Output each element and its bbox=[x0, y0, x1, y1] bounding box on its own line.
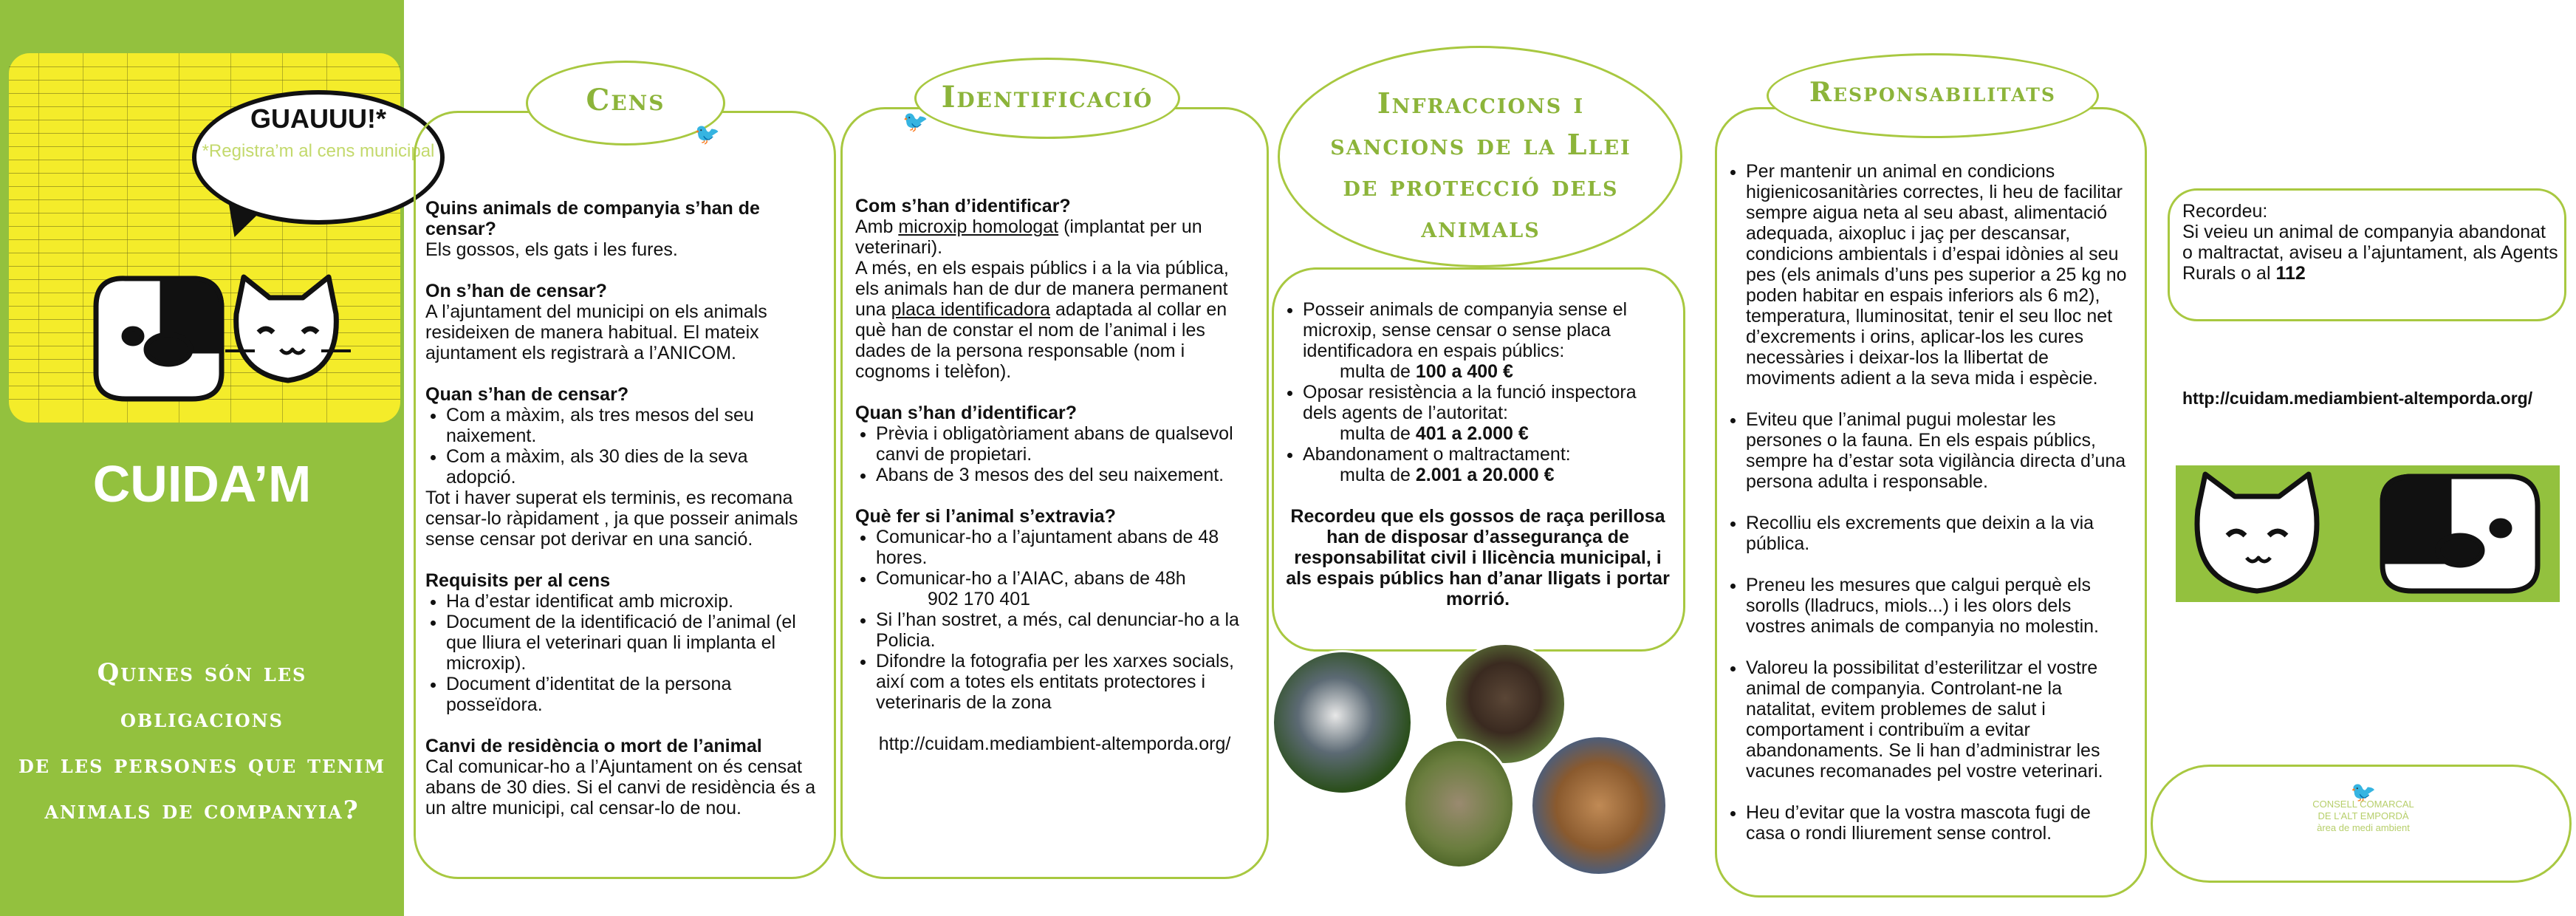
back-url[interactable]: http://cuidam.mediambient-altemporda.org/ bbox=[2182, 389, 2533, 408]
responsabilitats-content bbox=[1725, 161, 2133, 844]
emergency-number: 112 bbox=[2275, 263, 2306, 284]
list-item: • Prèvia i obligatòriament abans de qualsevol canvi de propietari. bbox=[876, 423, 1254, 465]
fine-amount: 2.001 a 20.000 € bbox=[1415, 465, 1555, 485]
list-item: • Document de la identificació de l’animal (el que lliura el veterinari quan li implanta el microxip). bbox=[446, 612, 817, 674]
cens-q5-title: Canvi de residència o mort de l’animal bbox=[425, 736, 762, 756]
cens-q4-title: Requisits per al cens bbox=[425, 570, 611, 591]
identificacio-content bbox=[855, 196, 1254, 754]
list-item: • Difondre la fotografia per les xarxes socials, així com a totes els entitats protectores i veterinaris de la zona bbox=[876, 651, 1254, 713]
text-fragment: multa de bbox=[1340, 423, 1416, 444]
list-item: • Recolliu els excrements que deixin a la via pública. bbox=[1746, 513, 2133, 554]
cens-q1-text: Els gossos, els gats i les fures. bbox=[425, 239, 678, 260]
text-fragment: A més, en els espais públics i a la via pública, els animals han de dur de manera permanent una bbox=[855, 258, 1229, 320]
form-grid-line bbox=[9, 226, 400, 227]
ident-q2-title: Quan s’han d’identificar? bbox=[855, 403, 1078, 423]
list-item: • Eviteu que l’animal pugui molestar les persones o la fauna. En els espais públics, sempre ha d’estar sota vigilància directa d’una persona adulta i responsable. bbox=[1746, 409, 2133, 492]
bird-icon: 🐦 bbox=[694, 123, 720, 146]
list-item: • Si l’han sostret, a més, cal denunciar-ho a la Policia. bbox=[876, 609, 1254, 651]
cens-q2-title: On s’han de censar? bbox=[425, 281, 607, 301]
ident-q3-title: Què fer si l’animal s’extravia? bbox=[855, 506, 1116, 527]
list-item bbox=[1303, 299, 1674, 382]
fine-amount: 100 a 400 € bbox=[1415, 361, 1513, 382]
ident-q1-text bbox=[855, 216, 1254, 258]
remember-text bbox=[2182, 222, 2559, 284]
ident-q1-text2 bbox=[855, 258, 1254, 382]
kitten-photo bbox=[1403, 739, 1515, 869]
list-item: • Per mantenir un animal en condicions higienicosanitàries correctes, li heu de facilitar sempre aigua neta al seu abast, alimentació adequada, aixopluc i jaç per descansar, condicions ambientals i d’espai idònies al seu pes (els animals d’uns pes superior a 25 kg no poden habitar en espais inferiors als 6 m2), temperatura, lluminositat, tenir el seu lloc net d’excrements i orins, aplicar-los les cures necessàries i deixar-los la llibertat de moviments adient a la seva mida i espècie. bbox=[1746, 161, 2133, 389]
list-item: • Com a màxim, als tres mesos del seu naixement. bbox=[446, 405, 817, 446]
text-fragment: Comunicar-ho a l’AIAC, abans de 48h bbox=[876, 568, 1186, 589]
form-grid-line bbox=[38, 53, 39, 423]
list-item: • Document d’identitat de la persona posseïdora. bbox=[446, 674, 817, 715]
placa-term: placa identificadora bbox=[891, 299, 1051, 320]
list-item: • Preneu les mesures que calgui perquè els sorolls (lladrucs, miols...) i les olors dels vostres animals de companyia no molestin. bbox=[1746, 575, 2133, 637]
text-fragment: Abandonament o maltractament: bbox=[1303, 444, 1571, 465]
logo-line: DE L’ALT EMPORDÀ bbox=[2318, 810, 2409, 821]
logo-line: CONSELL COMARCAL bbox=[2312, 799, 2414, 810]
list-item bbox=[1303, 382, 1674, 444]
bird-icon: 🐦 bbox=[2350, 781, 2377, 804]
text-fragment: Posseir animals de companyia sense el microxip, sense censar o sense placa identificadora en espais públics: bbox=[1303, 299, 1628, 361]
text-fragment: multa de bbox=[1340, 361, 1416, 382]
text-fragment: Si veieu un animal de companyia abandonat o maltractat, aviseu a l’ajuntament, als Agents Rurals o al bbox=[2182, 222, 2558, 284]
cover-title: CUIDA’M bbox=[92, 455, 312, 513]
cens-q3-text: Tot i haver superat els terminis, es recomana censar-lo ràpidament , ja que posseir animals sense censar pot derivar en una sanció. bbox=[425, 488, 798, 550]
cens-q3-title: Quan s’han de censar? bbox=[425, 384, 629, 405]
dog-cat-cartoon-icon bbox=[81, 262, 362, 410]
microxip-term: microxip homologat bbox=[898, 216, 1059, 237]
text-fragment: Amb bbox=[855, 216, 899, 237]
text-fragment: multa de bbox=[1340, 465, 1416, 485]
puppy-photo bbox=[1530, 735, 1668, 876]
identificacio-heading: Identificació bbox=[941, 80, 1154, 115]
aiac-phone: 902 170 401 bbox=[928, 589, 1031, 609]
form-grid-line bbox=[9, 66, 400, 67]
dog-photo bbox=[1272, 650, 1413, 795]
speech-bubble-text: *Registra’m al cens municipal bbox=[202, 141, 435, 161]
text-fragment: adaptada al collar en què han de constar el nom de l’animal i les dades de la persona responsable (nom i cognoms i telèfon). bbox=[855, 299, 1227, 382]
cens-q5-text: Cal comunicar-ho a l’Ajuntament on és censat abans de 30 dies. Si el canvi de residència és a un altre municipi, cal censar-lo de nou. bbox=[425, 756, 816, 818]
cover-panel bbox=[0, 0, 435, 916]
bird-icon: 🐦 bbox=[902, 110, 928, 133]
list-item: • Heu d’evitar que la vostra mascota fugi de casa o rondi lliurement sense control. bbox=[1746, 802, 2133, 844]
cens-heading: Cens bbox=[586, 83, 665, 117]
council-logo bbox=[2253, 781, 2474, 834]
cens-content bbox=[425, 198, 817, 818]
list-item: • Ha d’estar identificat amb microxip. bbox=[446, 591, 817, 612]
infraccions-heading: Infraccions i sancions de la Llei de protecció dels animals bbox=[1330, 86, 1631, 244]
list-item: • Abans de 3 mesos des del seu naixement. bbox=[876, 465, 1254, 485]
list-item: • Comunicar-ho a l’ajuntament abans de 48 hores. bbox=[876, 527, 1254, 568]
cat-dog-icon bbox=[2176, 465, 2560, 602]
infraccions-content bbox=[1282, 299, 1674, 609]
cover-question: Quines són les obligacions de les persones que tenim animals de companyia? bbox=[18, 658, 386, 825]
list-item bbox=[1303, 444, 1674, 485]
ident-q1-title: Com s’han d’identificar? bbox=[855, 196, 1071, 216]
form-grid-line bbox=[9, 239, 400, 240]
speech-bubble-title: GUAUUU!* bbox=[250, 103, 386, 134]
remember-box bbox=[2182, 201, 2559, 284]
logo-line: àrea de medi ambient bbox=[2317, 822, 2410, 833]
text-fragment: (implantat per un veterinari). bbox=[855, 216, 1202, 258]
cens-q2-text: A l’ajuntament del municipi on els animals resideixen de manera habitual. El mateix ajuntament els registrarà a l’ANICOM. bbox=[425, 301, 767, 363]
list-item bbox=[876, 568, 1254, 609]
cens-q1-title: Quins animals de companyia s’han de censar? bbox=[425, 198, 760, 239]
infraccions-note: Recordeu que els gossos de raça perillosa han de disposar d’assegurança de responsabilitat civil i llicència municipal, i als espais públics han d’anar lligats i portar morrió. bbox=[1286, 506, 1670, 609]
form-grid-line bbox=[9, 80, 400, 81]
text-fragment: Oposar resistència a la funció inspectora dels agents de l’autoritat: bbox=[1303, 382, 1637, 423]
list-item: • Valoreu la possibilitat d’esterilitzar el vostre animal de companyia. Controlant-ne la natalitat, evitem problemes de salut i comportament i contribuïm a evitar abandonaments. Se li han d’administrar les vacunes recomanades pel vostre veterinari. bbox=[1746, 657, 2133, 782]
remember-title: Recordeu: bbox=[2182, 201, 2268, 222]
responsabilitats-heading: Responsabilitats bbox=[1809, 77, 2056, 108]
list-item: • Com a màxim, als 30 dies de la seva adopció. bbox=[446, 446, 817, 488]
ident-url[interactable]: http://cuidam.mediambient-altemporda.org/ bbox=[878, 734, 1231, 754]
back-green-band bbox=[2176, 465, 2560, 602]
fine-amount: 401 a 2.000 € bbox=[1415, 423, 1529, 444]
